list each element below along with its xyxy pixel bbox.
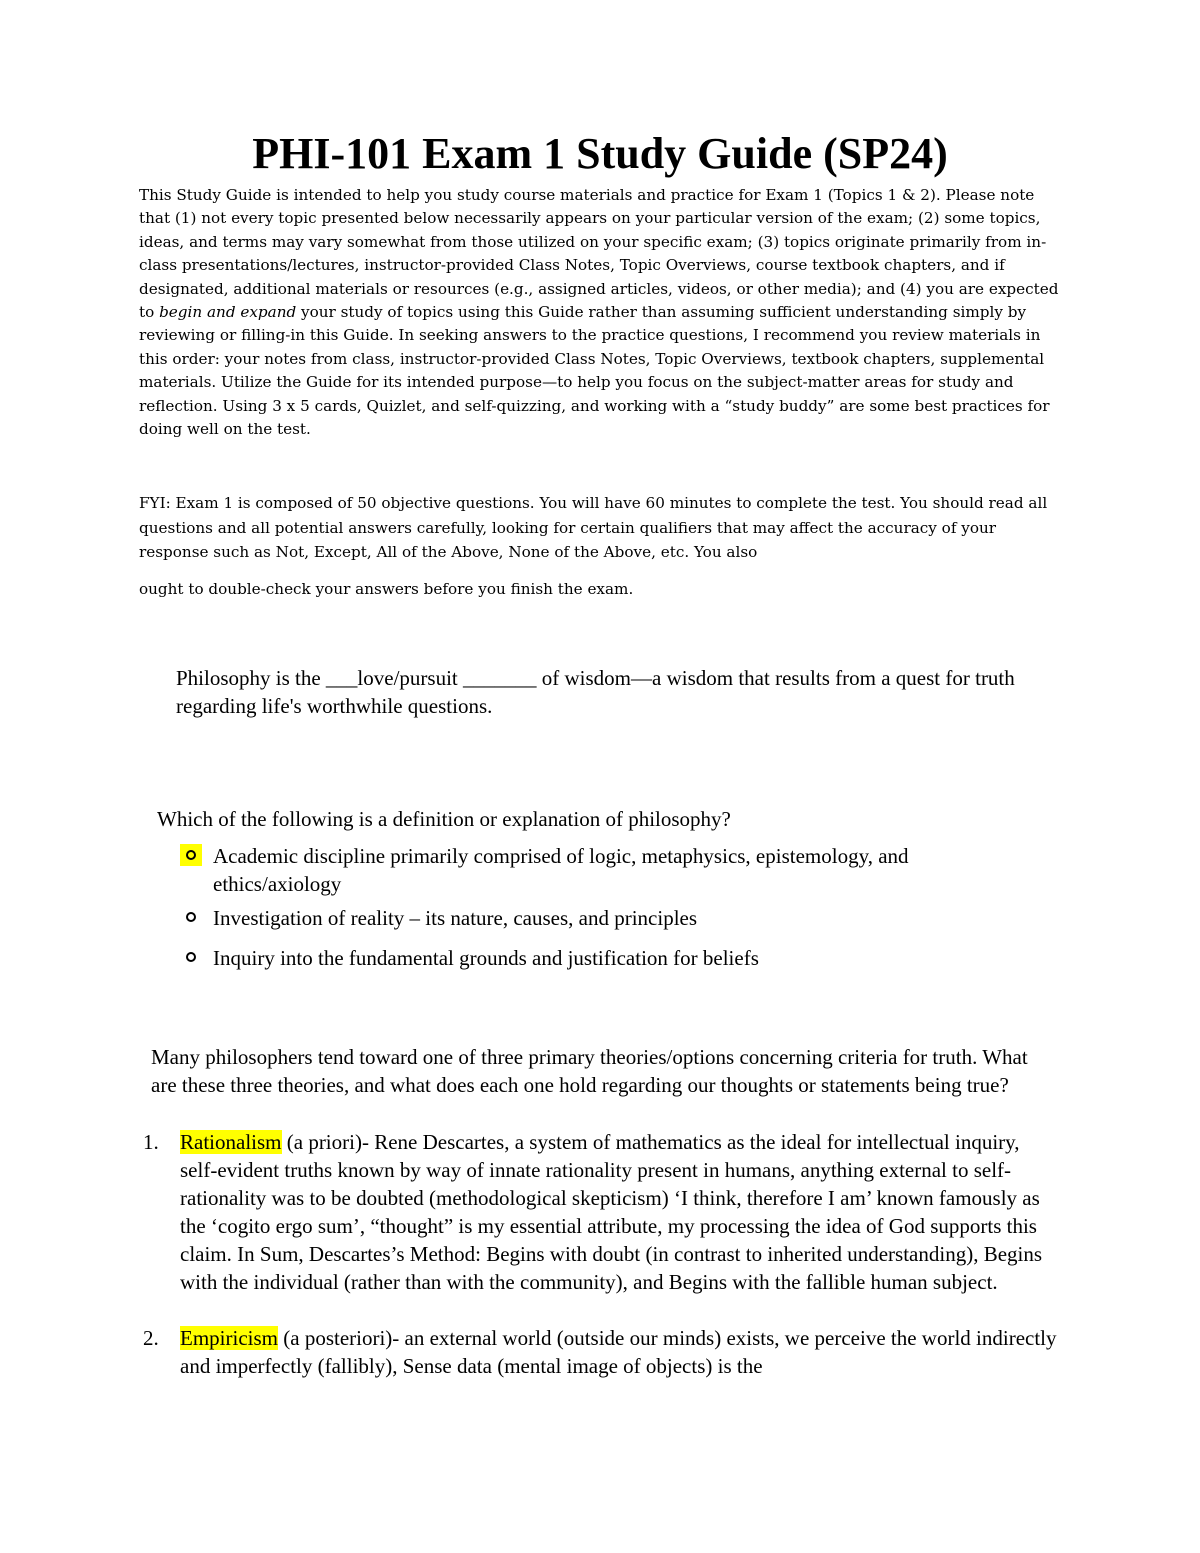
answer-option-text: Inquiry into the fundamental grounds and justification for beliefs xyxy=(213,946,759,970)
intro-paragraph xyxy=(139,184,1064,441)
highlighted-term: Rationalism xyxy=(180,1130,282,1154)
list-item-body: (a priori)- Rene Descartes, a system of mathematics as the ideal for intellectual inquiry, self-evident truths known by way of innate rationality present in humans, anything external to self-rationality was to be doubted (methodological skepticism) ‘I think, therefore I am’ known famously as the ‘cogito ergo sum’, “thought” is my essential attribute, my processing the idea of God supports this claim. In Sum, Descartes’s Method: Begins with doubt (in contrast to inherited understanding), Begins with the individual (rather than with the community), and Begins with the fallible human subject. xyxy=(180,1130,1043,1294)
list-item-body: (a posteriori)- an external world (outside our minds) exists, we perceive the world indirectly and imperfectly (fallibly), Sense data (mental image of objects) is the xyxy=(180,1326,1057,1378)
hollow-circle-bullet-icon xyxy=(180,844,202,866)
list-item-text xyxy=(180,1324,1060,1380)
intro-emphasis: begin and expand xyxy=(159,303,297,322)
intro-text-continued: your study of topics using this Guide rather than assuming sufficient understanding simply by reviewing or filling-in this Guide. In seeking answers to the practice questions, I recommend you review materials in this order: your notes from class, instructor-provided Class Notes, Topic Overviews, textbook chapters, supplemental materials. Utilize the Guide for its intended purpose—to help you focus on the subject-matter areas for study and reflection. Using 3 x 5 cards, Quizlet, and self-quizzing, and working with a “study buddy” are some best practices for doing well on the test. xyxy=(139,303,1050,439)
list-number: 2. xyxy=(143,1326,159,1350)
question-prompt: Which of the following is a definition or explanation of philosophy? xyxy=(157,807,731,831)
document-title: PHI-101 Exam 1 Study Guide (SP24) xyxy=(252,129,948,178)
fyi-paragraph-last-line: ought to double-check your answers before you finish the exam. xyxy=(139,580,634,598)
answer-option-text: Academic discipline primarily comprised of logic, metaphysics, epistemology, and ethics/axiology xyxy=(213,844,909,896)
question-prompt: Many philosophers tend toward one of three primary theories/options concerning criteria for truth. What are these three theories, and what does each one hold regarding our thoughts or statements being true? xyxy=(151,1045,1028,1097)
list-item-text xyxy=(180,1128,1060,1296)
highlighted-term: Empiricism xyxy=(180,1326,278,1350)
hollow-circle-bullet-icon xyxy=(180,946,202,968)
fyi-paragraph: FYI: Exam 1 is composed of 50 objective questions. You will have 60 minutes to complete the test. You should read all questions and all potential answers carefully, looking for certain qualifiers that may affect the accuracy of your response such as Not, Except, All of the Above, None of the Above, etc. You also xyxy=(139,494,1048,561)
list-number: 1. xyxy=(143,1130,159,1154)
fill-in-question: Philosophy is the ___love/pursuit _______ of wisdom—a wisdom that results from a quest for truth regarding life's worthwhile questions. xyxy=(176,666,1015,718)
intro-text: This Study Guide is intended to help you study course materials and practice for Exam 1 (Topics 1 & 2). Please note that (1) not every topic presented below necessarily appears on your particular version of the exam; (2) some topics, ideas, and terms may vary somewhat from those utilized on your specific exam; (3) topics originate primarily from in-class presentations/lectures, instructor-provided Class Notes, Topic Overviews, course textbook chapters, and if designated, additional materials or resources (e.g., assigned articles, videos, or other media); and (4) you are expected to xyxy=(139,186,1059,322)
hollow-circle-bullet-icon xyxy=(180,906,202,928)
answer-option-text: Investigation of reality – its nature, causes, and principles xyxy=(213,906,698,930)
